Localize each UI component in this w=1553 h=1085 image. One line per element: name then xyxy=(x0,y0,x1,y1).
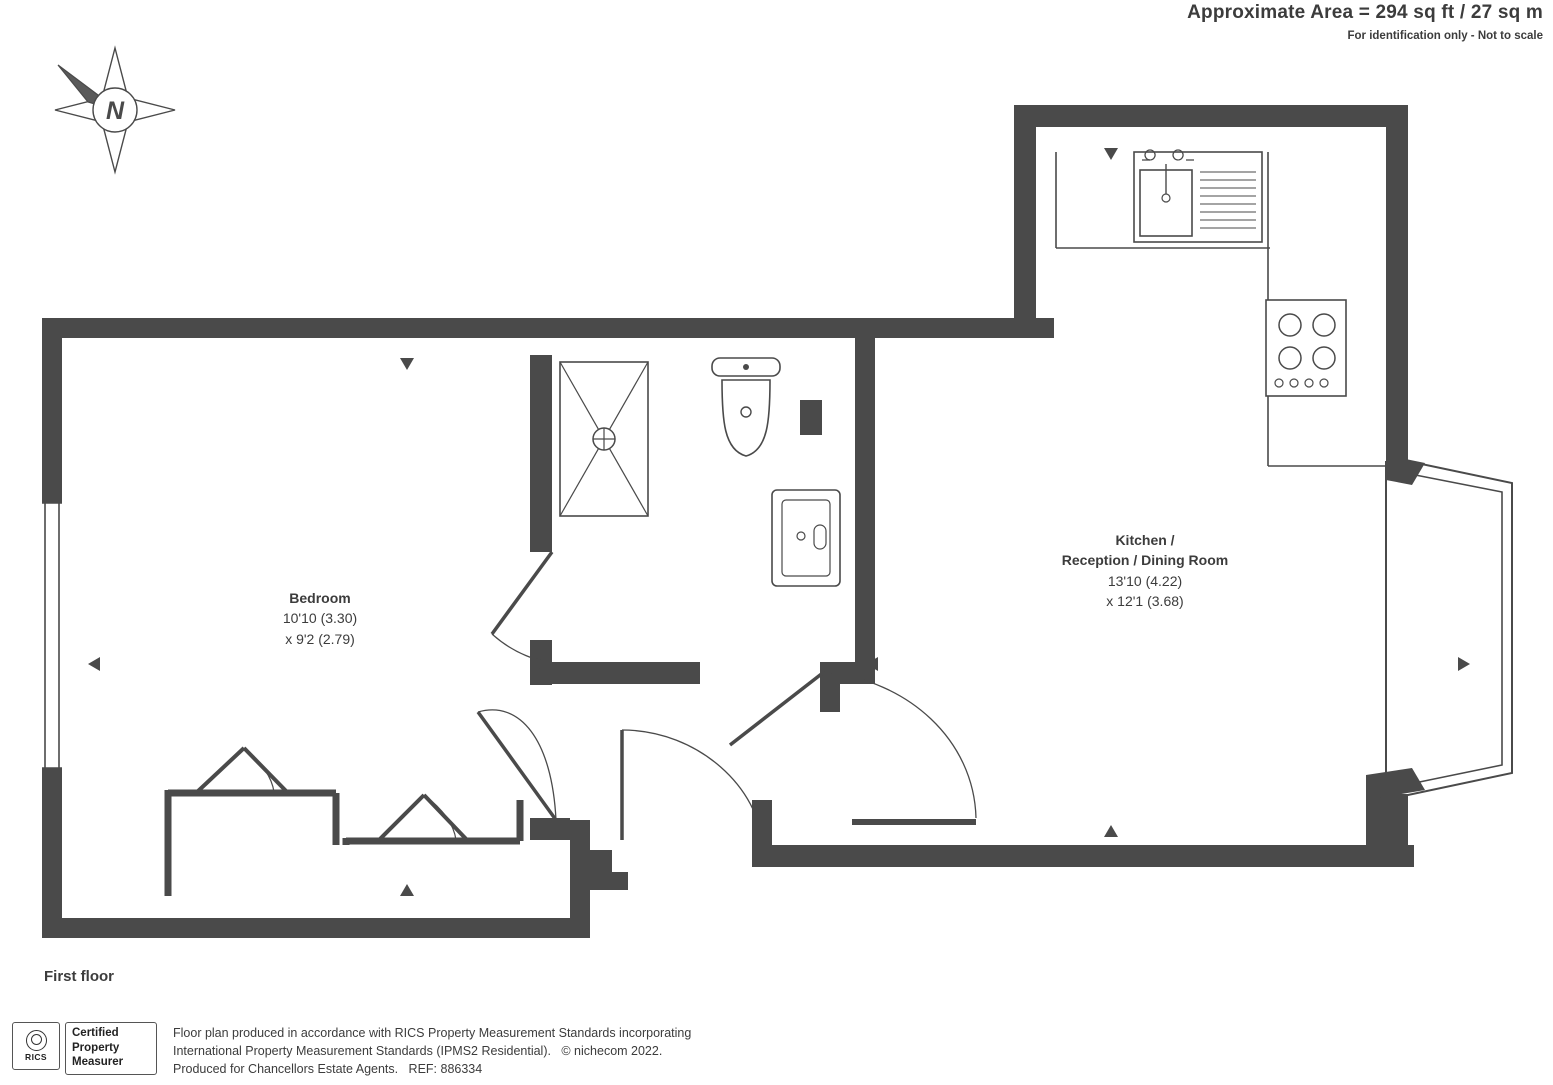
kitchen-dimension-2: x 12'1 (3.68) xyxy=(1106,592,1184,609)
door-kitchen-arc xyxy=(824,672,976,818)
kitchen-name-line1: Kitchen / xyxy=(1115,532,1175,548)
opening-marker-bedroom-left xyxy=(88,657,100,671)
wall-bottom-left xyxy=(42,918,590,938)
footer xyxy=(12,1022,691,1078)
opening-marker-bedroom-top xyxy=(400,358,414,370)
wardrobe-door-4 xyxy=(424,795,468,841)
disclaimer-line-2: International Property Measurement Standards (IPMS2 Residential). © nichecom 2022. xyxy=(173,1043,663,1058)
kitchen-name-line2: Reception / Dining Room xyxy=(1061,552,1229,569)
disclaimer-line-3: Produced for Chancellors Estate Agents. REF: 886334 xyxy=(173,1061,483,1076)
kitchen-dimension-1: 13'10 (4.22) xyxy=(1107,572,1183,589)
approximate-area-subtitle: For identification only - Not to scale xyxy=(1347,30,1543,42)
certified-property-measurer-badge xyxy=(65,1022,157,1075)
bedroom-name: Bedroom xyxy=(289,590,351,606)
wall-kitchen-bottom xyxy=(1014,845,1414,867)
opening-marker-kitchen-top xyxy=(1104,148,1118,160)
floor-caption: First floor xyxy=(44,968,114,985)
door-kitchen-panel xyxy=(730,672,824,745)
wardrobe-door-3 xyxy=(378,795,424,841)
room-label-bedroom xyxy=(200,588,440,649)
wall-bedroom-right-lower xyxy=(570,820,590,938)
wall-bathroom-left-upper xyxy=(530,355,552,550)
wall-left-upper xyxy=(42,318,62,503)
rics-mark-icon xyxy=(26,1030,47,1051)
wall-hall-bottom xyxy=(752,845,1014,867)
bedroom-dimension-2: x 9'2 (2.79) xyxy=(285,630,355,647)
door-entry-arc xyxy=(622,730,762,845)
bay-window-outer xyxy=(1386,462,1512,795)
compass-north-letter: N xyxy=(105,97,125,125)
wall-left-lower xyxy=(42,768,62,938)
certified-line-2: Property xyxy=(72,1041,120,1054)
approximate-area-title: Approximate Area = 294 sq ft / 27 sq m xyxy=(1187,2,1543,23)
bedroom-dimension-1: 10'10 (3.30) xyxy=(282,610,358,627)
disclaimer-text xyxy=(173,1022,691,1078)
certified-line-1: Certified xyxy=(72,1027,119,1039)
opening-marker-bedroom-bottom xyxy=(400,884,414,896)
wall-hall-kitchen-divider-upper xyxy=(855,338,875,668)
disclaimer-line-1: Floor plan produced in accordance with RICS Property Measurement Standards incorporating xyxy=(173,1026,692,1040)
wall-bathroom-bottom xyxy=(552,662,700,684)
certified-line-3: Measurer xyxy=(72,1056,124,1069)
rics-logo-icon xyxy=(12,1022,60,1070)
wardrobe-door-1 xyxy=(196,748,244,793)
door-bathroom-panel xyxy=(492,552,552,634)
wall-kitchen-right-upper xyxy=(1386,105,1408,465)
wc-pan-icon xyxy=(722,380,770,456)
opening-marker-kitchen-bottom xyxy=(1104,825,1118,837)
room-label-kitchen-reception-dining xyxy=(1000,530,1290,611)
wall-top-left xyxy=(42,318,1054,338)
wall-kitchen-left xyxy=(1014,105,1036,338)
wall-kitchen-top xyxy=(1014,105,1406,127)
rics-logo-text: RICS xyxy=(25,1052,47,1062)
